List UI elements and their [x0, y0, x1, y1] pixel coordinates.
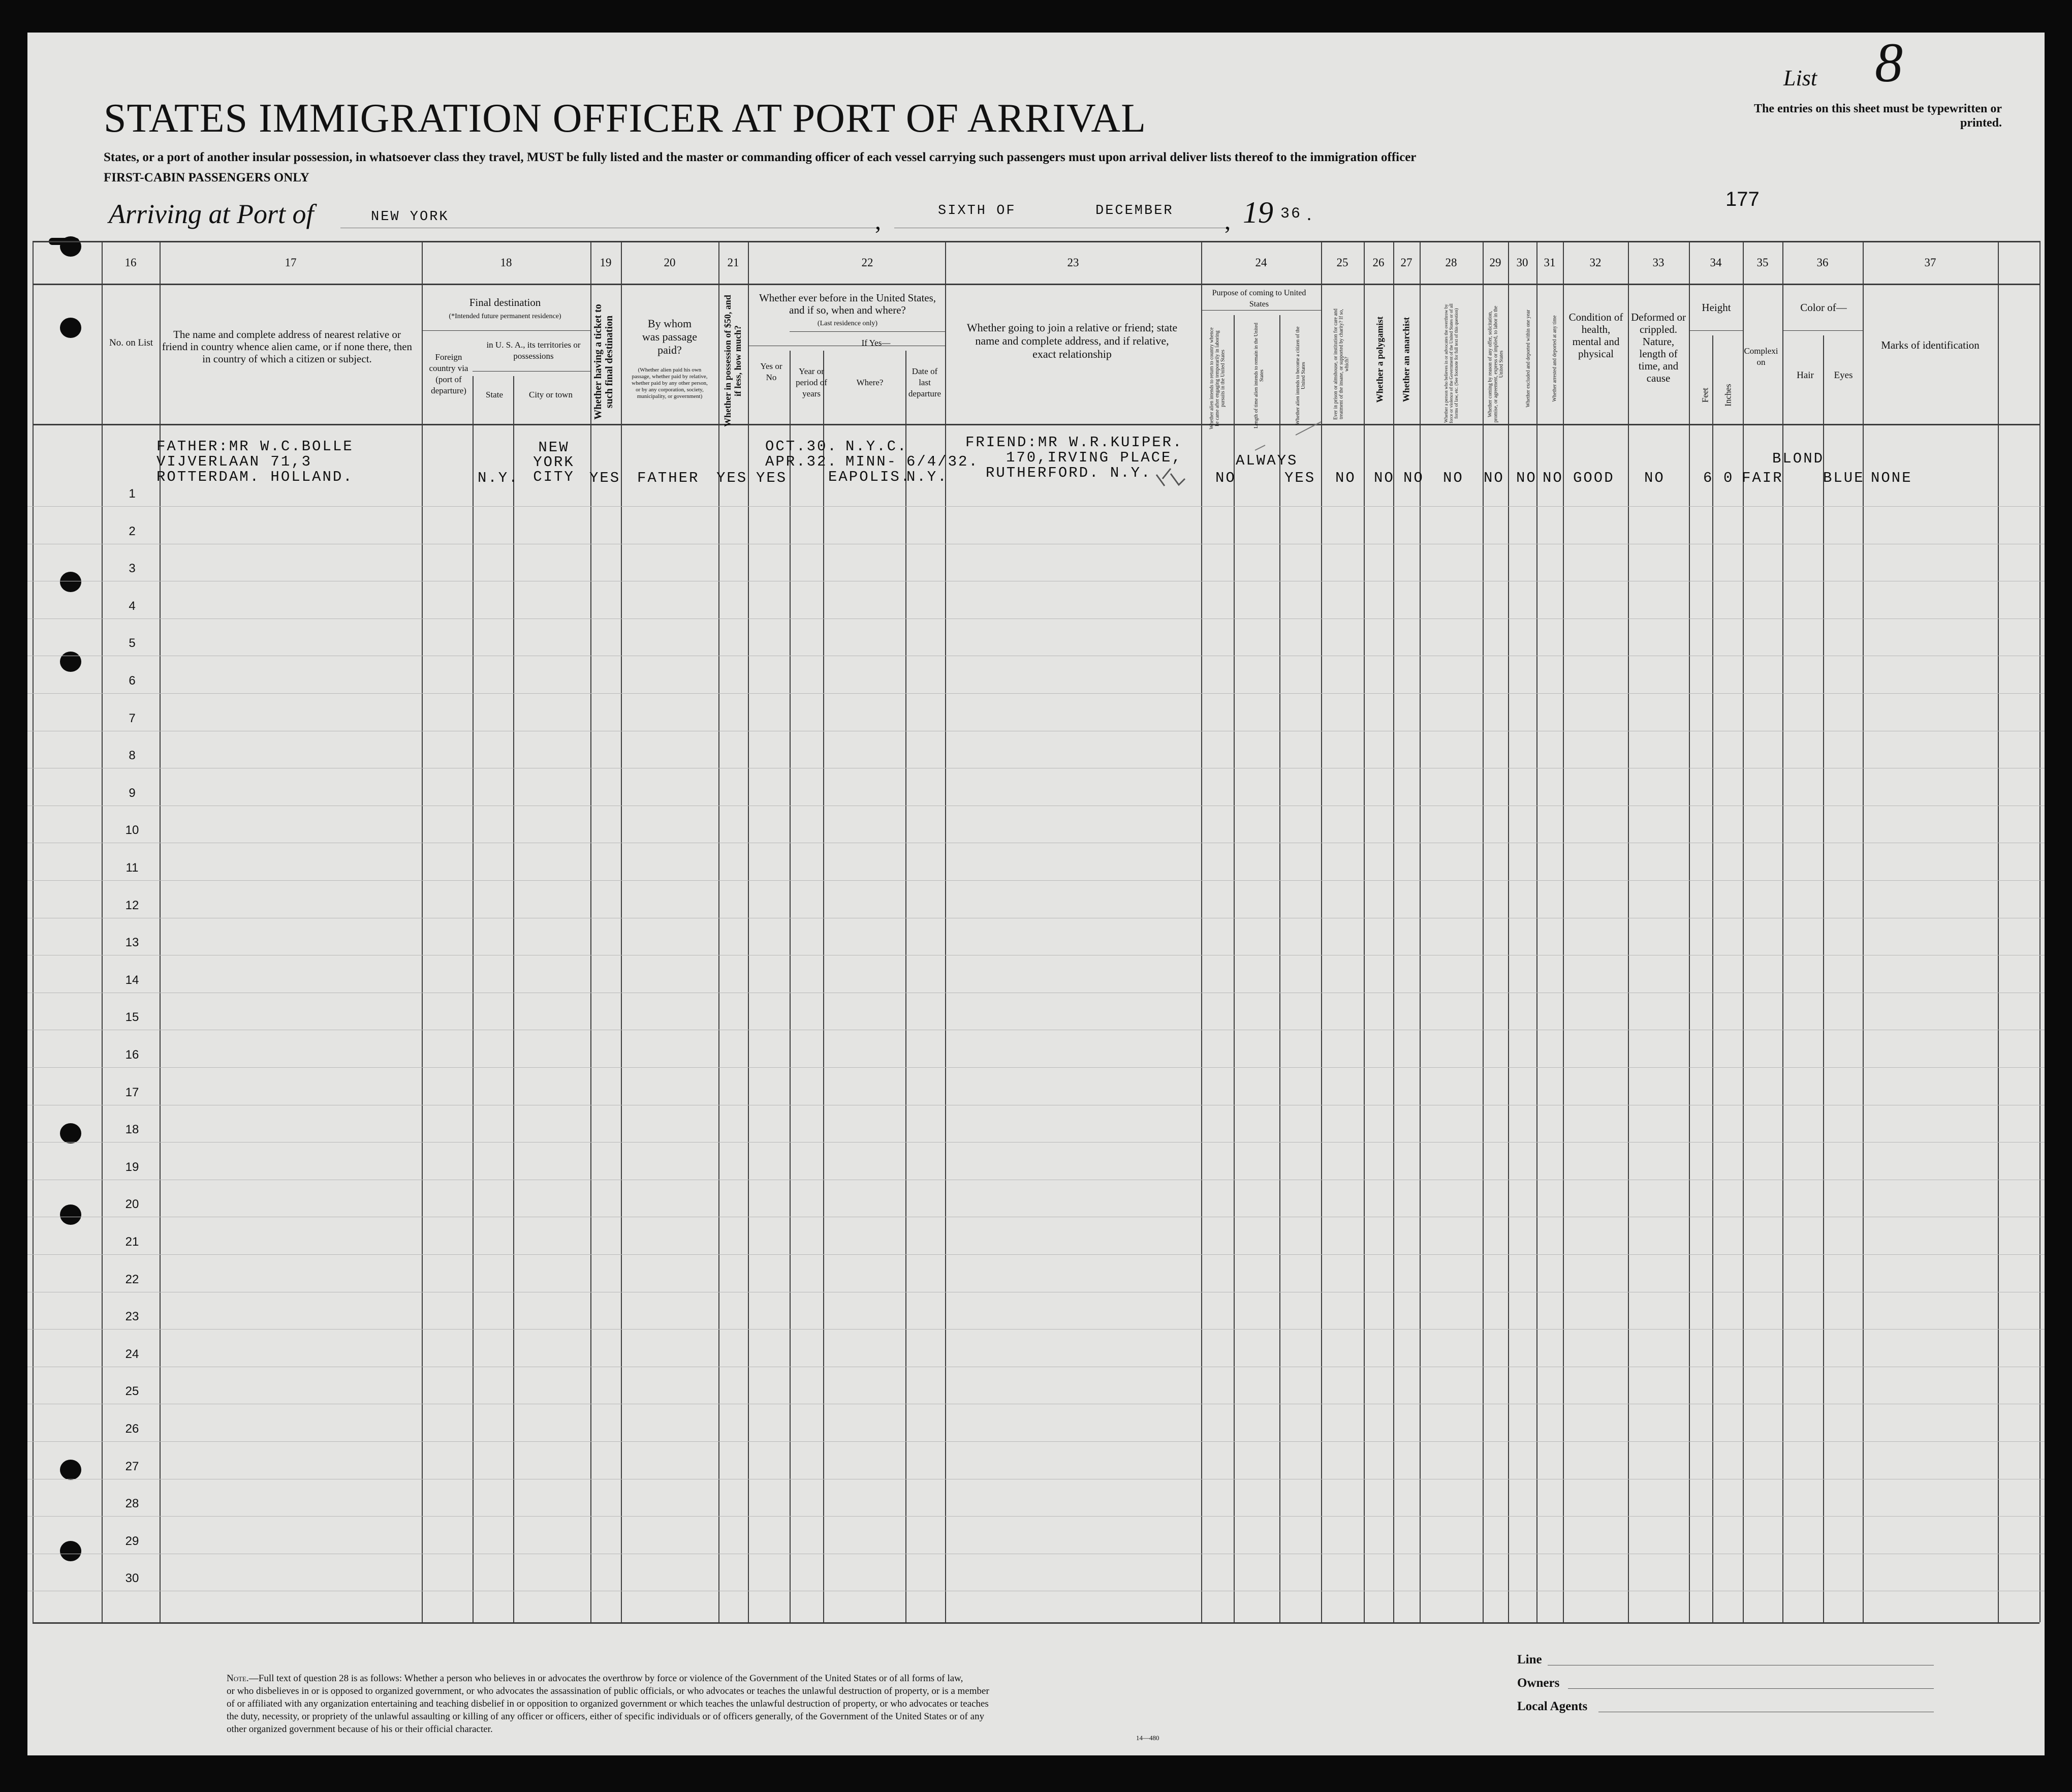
header-purpose-length: Length of time alien intends to remain in the United States: [1253, 323, 1265, 429]
row-number: 24: [125, 1347, 139, 1361]
overthrow-value: NO: [1443, 470, 1464, 486]
header-polygamist: Whether a polygamist: [1374, 316, 1385, 403]
column-number: 28: [1445, 256, 1457, 269]
purpose-citizen-value: YES: [1284, 470, 1316, 486]
column-number: 37: [1924, 256, 1936, 269]
footnote-text-2: or who disbelieves in or is opposed to organized government, or who advocates the assassination of public officials, or who advocates or teaches the unlawful destruction of property, or is a member: [227, 1686, 989, 1696]
column-rule: [790, 351, 791, 1622]
header-fifty-dollars: Whether in possession of $50, and if less, how much?: [723, 295, 743, 427]
column-rule: [748, 241, 749, 1622]
hair-value: BLOND: [1772, 450, 1825, 467]
anarchist-value: NO: [1403, 470, 1424, 486]
column-rule: [718, 241, 719, 1622]
column-rule: [1628, 241, 1629, 1622]
row-number: 25: [125, 1384, 139, 1399]
header-prison: Ever in prison or almshouse, or institution for care and treatment of the insane, or supported by charity? If so, which?: [1333, 308, 1350, 420]
header-passage-paid: By whom was passage paid?: [642, 317, 698, 356]
column-number: 23: [1067, 256, 1079, 269]
header-purpose: Purpose of coming to United States: [1212, 289, 1306, 308]
header-feet: Feet: [1700, 387, 1710, 403]
join-line-1: FRIEND:MR W.R.KUIPER.: [965, 434, 1183, 451]
column-number: 25: [1336, 256, 1348, 269]
dest-city-line-3: CITY: [533, 469, 575, 485]
column-rule: [1689, 241, 1690, 1622]
header-ticket: Whether having a ticket to such final destination: [592, 304, 615, 420]
row-number: 28: [125, 1497, 139, 1511]
column-rule: [1743, 241, 1744, 1622]
dest-state: N.Y.: [478, 470, 519, 486]
column-rule: [1279, 315, 1280, 1622]
row-number: 26: [125, 1422, 139, 1436]
footnote-lead: Note.: [227, 1673, 249, 1684]
header-last-departure: Date of last departure: [908, 366, 941, 398]
paid-by-value: FATHER: [637, 470, 700, 486]
height-inches-value: 0: [1723, 470, 1734, 486]
punch-hole: [60, 652, 81, 672]
row-number: 27: [125, 1459, 139, 1473]
arrival-label: Arriving at Port of: [109, 199, 314, 229]
header-purpose-return: Whether alien intends to return to country whence he came after engaging temporarily in laboring pursuits in the United States: [1209, 327, 1226, 429]
row-number: 20: [125, 1197, 139, 1212]
join-line-3: RUTHERFORD. N.Y.: [986, 465, 1152, 481]
column-number: 36: [1816, 256, 1829, 269]
row-number: 5: [129, 636, 136, 651]
row-number: 6: [129, 674, 136, 688]
row-number: 4: [129, 599, 136, 613]
column-rule: [1563, 241, 1564, 1622]
departure-line-2: N.Y.: [906, 469, 948, 485]
header-deformed: Deformed or crippled. Nature, length of time, and cause: [1631, 311, 1686, 384]
header-height: Height: [1702, 301, 1731, 314]
footnote-text-1: —Full text of question 28 is as follows: Whether a person who believes in or advocates the overthrow by force or violence of the Government of the United States or of all forms of law,: [248, 1673, 963, 1684]
header-subrule: [473, 371, 590, 372]
column-number: 18: [500, 256, 512, 269]
deported-value: NO: [1543, 470, 1563, 486]
footnote-text-3: of or affiliated with any organization entertaining and teaching disbelief in or opposition to organized government or which teaches the unlawful destruction of property, or who advocates or teaches: [227, 1698, 989, 1709]
height-feet-value: 6: [1703, 470, 1714, 486]
column-number: 32: [1589, 256, 1602, 269]
column-number: 19: [600, 256, 612, 269]
column-number: 27: [1400, 256, 1412, 269]
header-deported: Whether arrested and deported at any time: [1552, 315, 1558, 402]
punch-hole: [60, 1460, 81, 1480]
footnote-text-4: the duty, necessity, or propriety of the unlawful assaulting or killing of any officer or officers, either of specific individuals or of officers generally, of the Government of the United States or of any: [227, 1711, 985, 1722]
column-rule: [1364, 241, 1365, 1622]
arrival-year-suffix: 36: [1280, 205, 1302, 223]
row-number: 11: [125, 861, 139, 875]
deformed-value: NO: [1644, 470, 1665, 486]
form-number: 14—480: [1136, 1734, 1159, 1742]
relative-line-1: FATHER:MR W.C.BOLLE: [156, 438, 354, 455]
column-rule: [1420, 241, 1421, 1622]
punch-hole: [60, 1204, 81, 1225]
header-excluded: Whether excluded and deported within one year: [1525, 310, 1531, 408]
entries-note: The entries on this sheet must be typewritten or printed.: [1754, 102, 2002, 130]
header-final-destination: Final destination: [469, 296, 541, 308]
column-rule: [1782, 241, 1783, 1622]
column-rule: [945, 241, 946, 1622]
row-number: 19: [125, 1160, 139, 1174]
column-rule: [473, 376, 474, 1622]
column-number: 21: [727, 256, 739, 269]
footnote-text-5: other organized government because of his or their official character.: [227, 1724, 493, 1735]
column-rule: [1823, 335, 1824, 1622]
column-rule: [1483, 241, 1484, 1622]
header-labor-offer: Whether coming by reason of any offer, solicitation, promise, or agreement, express or implied, to labor in the United States: [1487, 305, 1504, 423]
column-number: 33: [1652, 256, 1665, 269]
row-number: 21: [125, 1235, 139, 1249]
header-relative: The name and complete address of nearest relative or friend in country whence alien came, or if none there, then in country of which a citizen or subject.: [162, 328, 413, 365]
purpose-length-value: ALWAYS: [1236, 452, 1298, 469]
column-number: 16: [124, 256, 137, 269]
row-number: 14: [125, 973, 139, 987]
column-number: 34: [1710, 256, 1722, 269]
list-label: List: [1783, 66, 1817, 90]
row-number: 18: [125, 1123, 139, 1137]
complexion-value: FAIR: [1742, 470, 1783, 486]
punch-hole: [60, 572, 81, 592]
row-number: 8: [129, 749, 136, 763]
header-complexion: Complexion: [1744, 346, 1778, 367]
column-number: 30: [1516, 256, 1528, 269]
header-foreign-country: Foreign country via (port of departure): [429, 352, 468, 395]
column-number: 29: [1489, 256, 1501, 269]
column-number: 35: [1756, 256, 1769, 269]
row-number: 22: [125, 1272, 139, 1286]
arrival-port: NEW YORK: [371, 209, 449, 225]
health-value: GOOD: [1573, 470, 1615, 486]
eyes-value: BLUE: [1823, 470, 1865, 486]
page-title: STATES IMMIGRATION OFFICER AT PORT OF ARRIVAL: [104, 96, 1146, 141]
years-line-2: APR.32.: [765, 453, 838, 470]
column-rule: [2039, 241, 2040, 1622]
header-state: State: [486, 390, 503, 399]
before-value: YES: [756, 470, 788, 486]
header-inches: Inches: [1723, 384, 1733, 407]
punch-hole: [60, 1541, 81, 1561]
footnote: [227, 1672, 1217, 1736]
header-yes-or-no: Yes or No: [760, 361, 782, 382]
header-marks: Marks of identification: [1881, 339, 1980, 351]
header-before-us: Whether ever before in the United States, and if so, when and where?: [759, 292, 936, 316]
dest-city-line-2: YORK: [533, 454, 575, 471]
row-number: 13: [125, 936, 139, 950]
where-line-3: EAPOLIS.: [828, 469, 912, 485]
stamp-number: 177: [1725, 188, 1760, 210]
header-no-on-list: No. on List: [109, 337, 153, 348]
signature-agents-label: Local Agents: [1517, 1700, 1588, 1713]
column-rule: [422, 241, 423, 1622]
header-anarchist: Whether an anarchist: [1401, 317, 1411, 403]
row-number: 30: [125, 1571, 139, 1586]
header-purpose-citizen: Whether alien intends to become a citizen of the United States: [1295, 326, 1306, 425]
header-final-destination-note: (*Intended future permanent residence): [449, 313, 561, 320]
column-rule: [33, 241, 34, 1622]
where-line-2: MINN-: [845, 453, 898, 470]
prison-value: NO: [1335, 470, 1356, 486]
row-rule: [27, 1516, 2045, 1517]
dest-city-line-1: NEW: [538, 439, 570, 456]
row-number: 16: [125, 1048, 139, 1062]
row-rule: [27, 1067, 2045, 1068]
column-rule: [1508, 241, 1509, 1622]
column-number: 22: [861, 256, 873, 269]
row-number: 15: [125, 1010, 139, 1025]
relative-line-3: ROTTERDAM. HOLLAND.: [156, 469, 354, 485]
header-eyes: Eyes: [1834, 370, 1853, 381]
header-if-yes: If Yes—: [861, 338, 891, 348]
column-number: 24: [1255, 256, 1267, 269]
column-rule: [905, 351, 906, 1622]
arrival-year-prefix: 19: [1243, 196, 1273, 229]
manifest-sheet: [27, 33, 2045, 1755]
row-number: 7: [129, 711, 136, 725]
row-number: 3: [129, 562, 136, 576]
signature-line-label: Line: [1517, 1653, 1542, 1666]
column-rule: [102, 241, 103, 1622]
money-value: YES: [716, 470, 748, 486]
pencil-tick-icon: [1235, 420, 1326, 460]
polygamist-value: NO: [1374, 470, 1395, 486]
column-rule: [1393, 241, 1394, 1622]
purpose-return-value: NO: [1215, 470, 1236, 486]
row-number: 9: [129, 786, 136, 800]
row-number: 10: [125, 823, 139, 838]
header-year-period: Year or period of years: [796, 366, 827, 398]
column-rule: [1998, 241, 1999, 1622]
header-overthrow: Whether a person who believes in or advocates the overthrow by force or violence of the Government of the United States or of all forms of law, etc. (See footnote for full text of this question): [1443, 303, 1459, 423]
signature-owners-label: Owners: [1517, 1676, 1560, 1690]
header-subrule: [422, 330, 590, 331]
relative-line-2: VIJVERLAAN 71,3: [156, 453, 312, 470]
column-number: 31: [1544, 256, 1556, 269]
header-before-us-note: (Last residence only): [817, 320, 878, 327]
row-rule: [27, 1329, 2045, 1330]
header-subrule: [1201, 310, 1321, 311]
ticket-value: YES: [589, 470, 621, 486]
column-number: 17: [285, 256, 297, 269]
row-number: 12: [125, 898, 139, 912]
column-rule: [1863, 241, 1864, 1622]
header-where: Where?: [856, 378, 884, 387]
column-rule: [1536, 241, 1537, 1622]
punch-hole: [60, 318, 81, 338]
row-number: 29: [125, 1534, 139, 1548]
column-rule: [823, 351, 824, 1622]
column-rule: [621, 241, 622, 1622]
header-hair: Hair: [1797, 370, 1814, 381]
header-health: Condition of health, mental and physical: [1568, 311, 1623, 360]
column-number: 20: [664, 256, 676, 269]
row-rule: [27, 693, 2045, 694]
header-join-relative: Whether going to join a relative or friend; state name and complete address, and if relative, exact relationship: [966, 321, 1178, 360]
column-rule: [1201, 241, 1202, 1622]
column-rule: [1234, 315, 1235, 1622]
header-passage-note: (Whether alien paid his own passage, whether paid by relative, whether paid by any other person, or by any corporation, society, municipality, or government): [632, 367, 708, 399]
departure-line-1: 6/4/32.: [906, 453, 979, 470]
class-line: FIRST-CABIN PASSENGERS ONLY: [104, 171, 309, 184]
where-line-1: N.Y.C.: [845, 438, 908, 455]
arrival-day: SIXTH OF: [938, 203, 1016, 219]
labor-offer-value: NO: [1484, 470, 1504, 486]
years-line-1: OCT.30.: [765, 438, 838, 455]
row-number: 2: [129, 524, 136, 538]
join-line-2: 170,IRVING PLACE,: [1006, 449, 1182, 466]
row-rule: [27, 1254, 2045, 1255]
check-mark-icon: [1153, 464, 1189, 489]
column-rule: [513, 376, 514, 1622]
header-color-of: Color of—: [1800, 301, 1847, 314]
arrival-month: DECEMBER: [1095, 203, 1174, 219]
row-number: 17: [125, 1085, 139, 1099]
list-number: 8: [1875, 32, 1903, 94]
header-city: City or town: [529, 390, 573, 399]
page-subtitle: States, or a port of another insular possession, in whatsoever class they travel, MUST be fully listed and the master or commanding officer of each vessel carrying such passengers must upon arrival deliver lists thereof to the immigration officer: [104, 150, 1417, 164]
row-rule: [27, 1441, 2045, 1442]
punch-hole: [60, 1123, 81, 1144]
header-in-usa: in U. S. A., its territories or possessions: [486, 340, 581, 361]
column-rule: [1712, 335, 1713, 1622]
row-rule: [27, 506, 2045, 507]
header-subrule: [1689, 330, 1743, 331]
row-number: 1: [129, 487, 136, 501]
marks-value: NONE: [1871, 470, 1912, 486]
excluded-value: NO: [1516, 470, 1537, 486]
header-subrule: [790, 331, 945, 332]
row-rule: [27, 880, 2045, 881]
column-rule: [590, 241, 591, 1622]
header-subrule: [1782, 330, 1863, 331]
column-number: 26: [1372, 256, 1385, 269]
row-number: 23: [125, 1310, 139, 1324]
